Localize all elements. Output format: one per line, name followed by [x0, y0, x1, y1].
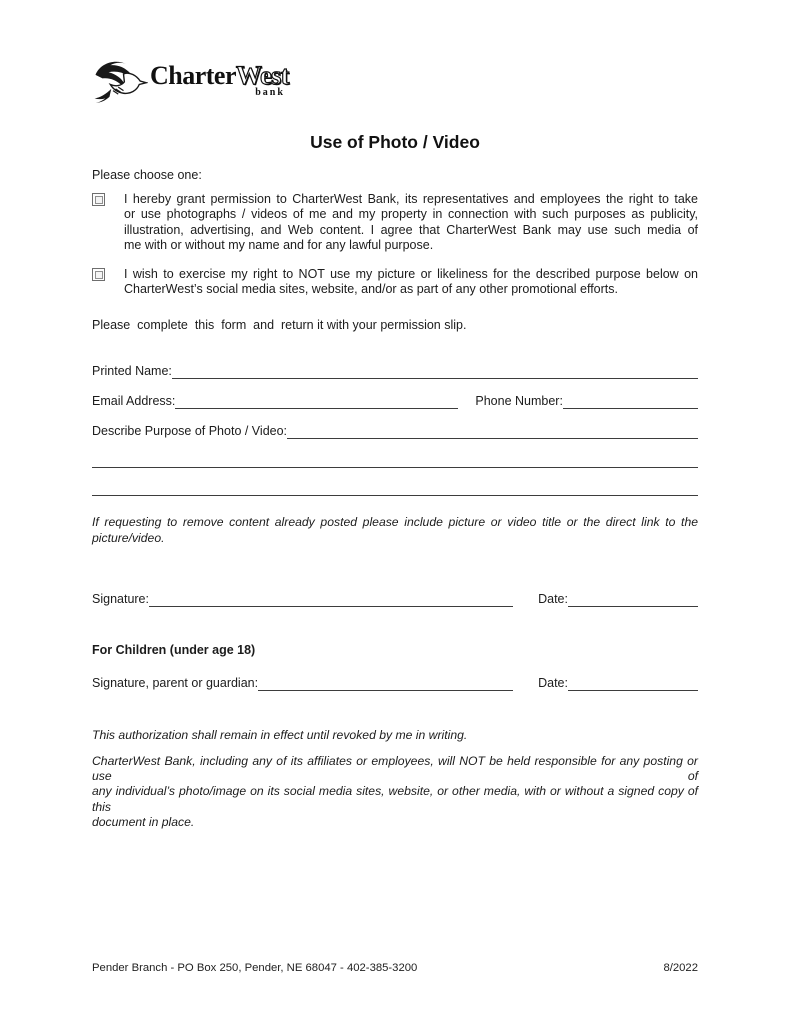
checkbox-inner: [95, 271, 103, 279]
paragraph-line: I wish to exercise my right to NOT use my picture or likeliness for the described purpose below on: [124, 267, 698, 282]
authorization-note: This authorization shall remain in effect until revoked by me in writing.: [92, 727, 468, 742]
checkbox-inner: [95, 196, 103, 204]
printed-name-field[interactable]: [172, 366, 698, 379]
email-label: Email Address:: [92, 393, 176, 408]
email-phone-row: [92, 392, 698, 409]
phone-label: Phone Number:: [475, 393, 563, 408]
page-footer: [92, 961, 698, 976]
signature-label: Signature:: [92, 591, 149, 606]
choose-one-label: Please choose one:: [92, 168, 202, 182]
opt-out-text: [124, 267, 698, 298]
disclaimer-line: document in place.: [92, 815, 195, 830]
parent-signature-label: Signature, parent or guardian:: [92, 675, 259, 690]
paragraph-line: CharterWest’s social media sites, website, and/or as part of any other promotional efforts.: [124, 282, 618, 297]
purpose-extra-line-2[interactable]: [92, 495, 698, 496]
paragraph-line: or use photographs / videos of me and my property in connection with such purposes as publicity,: [124, 207, 698, 222]
opt-out-option: [92, 267, 698, 298]
signature-field[interactable]: [149, 594, 513, 607]
paragraph-line: I hereby grant permission to CharterWest Bank, its representatives and employees the right to take: [124, 192, 698, 206]
children-section-heading: For Children (under age 18): [92, 642, 256, 657]
disclaimer-paragraph: [92, 754, 698, 830]
opt-out-checkbox[interactable]: [92, 268, 105, 281]
email-field[interactable]: [175, 396, 458, 409]
logo-charter-text: Charter: [150, 61, 237, 90]
charterwest-logo: [92, 55, 698, 107]
grant-permission-checkbox[interactable]: [92, 193, 105, 206]
note-line: picture/video.: [92, 530, 165, 545]
grant-permission-text: [124, 192, 698, 253]
parent-signature-row: [92, 674, 698, 691]
paragraph-line: me with or without my name and for any lawful purpose.: [124, 237, 434, 252]
signature-row: [92, 590, 698, 607]
parent-signature-field[interactable]: [258, 678, 513, 691]
purpose-extra-line-1[interactable]: [92, 467, 698, 468]
logo-wordmark: [150, 63, 289, 98]
parent-date-label: Date:: [538, 675, 568, 690]
date-label: Date:: [538, 591, 568, 606]
parent-date-field[interactable]: [568, 678, 698, 691]
footer-branch-info: Pender Branch - PO Box 250, Pender, NE 68047 - 402-385-3200: [92, 962, 418, 974]
printed-name-row: [92, 362, 698, 379]
purpose-row: [92, 422, 698, 439]
grant-permission-option: [92, 192, 698, 253]
logo-west-text: West: [236, 61, 289, 90]
note-line: If requesting to remove content already posted please include picture or video title or the direct link to the: [92, 515, 698, 530]
date-field[interactable]: [568, 594, 698, 607]
logo-bank-text: bank: [255, 87, 285, 98]
form-content: [92, 0, 698, 830]
disclaimer-line: CharterWest Bank, including any of its affiliates or employees, will NOT be held responsible for any posting or use of: [92, 753, 698, 784]
remove-content-note: [92, 515, 698, 546]
disclaimer-line: any individual’s photo/image on its social media sites, website, or other media, with or without a signed copy of this: [92, 784, 698, 814]
footer-revision-date: 8/2022: [663, 962, 698, 974]
purpose-label: Describe Purpose of Photo / Video:: [92, 423, 288, 438]
purpose-field[interactable]: [287, 426, 698, 439]
printed-name-label: Printed Name:: [92, 363, 172, 378]
eagle-icon: [92, 55, 148, 105]
paragraph-line: illustration, advertising, and Web content. I agree that CharterWest Bank may use such media of: [124, 222, 698, 237]
phone-field[interactable]: [563, 396, 698, 409]
return-form-instruction: Please complete this form and return it with your permission slip.: [92, 317, 467, 332]
page-title: Use of Photo / Video: [310, 132, 480, 152]
